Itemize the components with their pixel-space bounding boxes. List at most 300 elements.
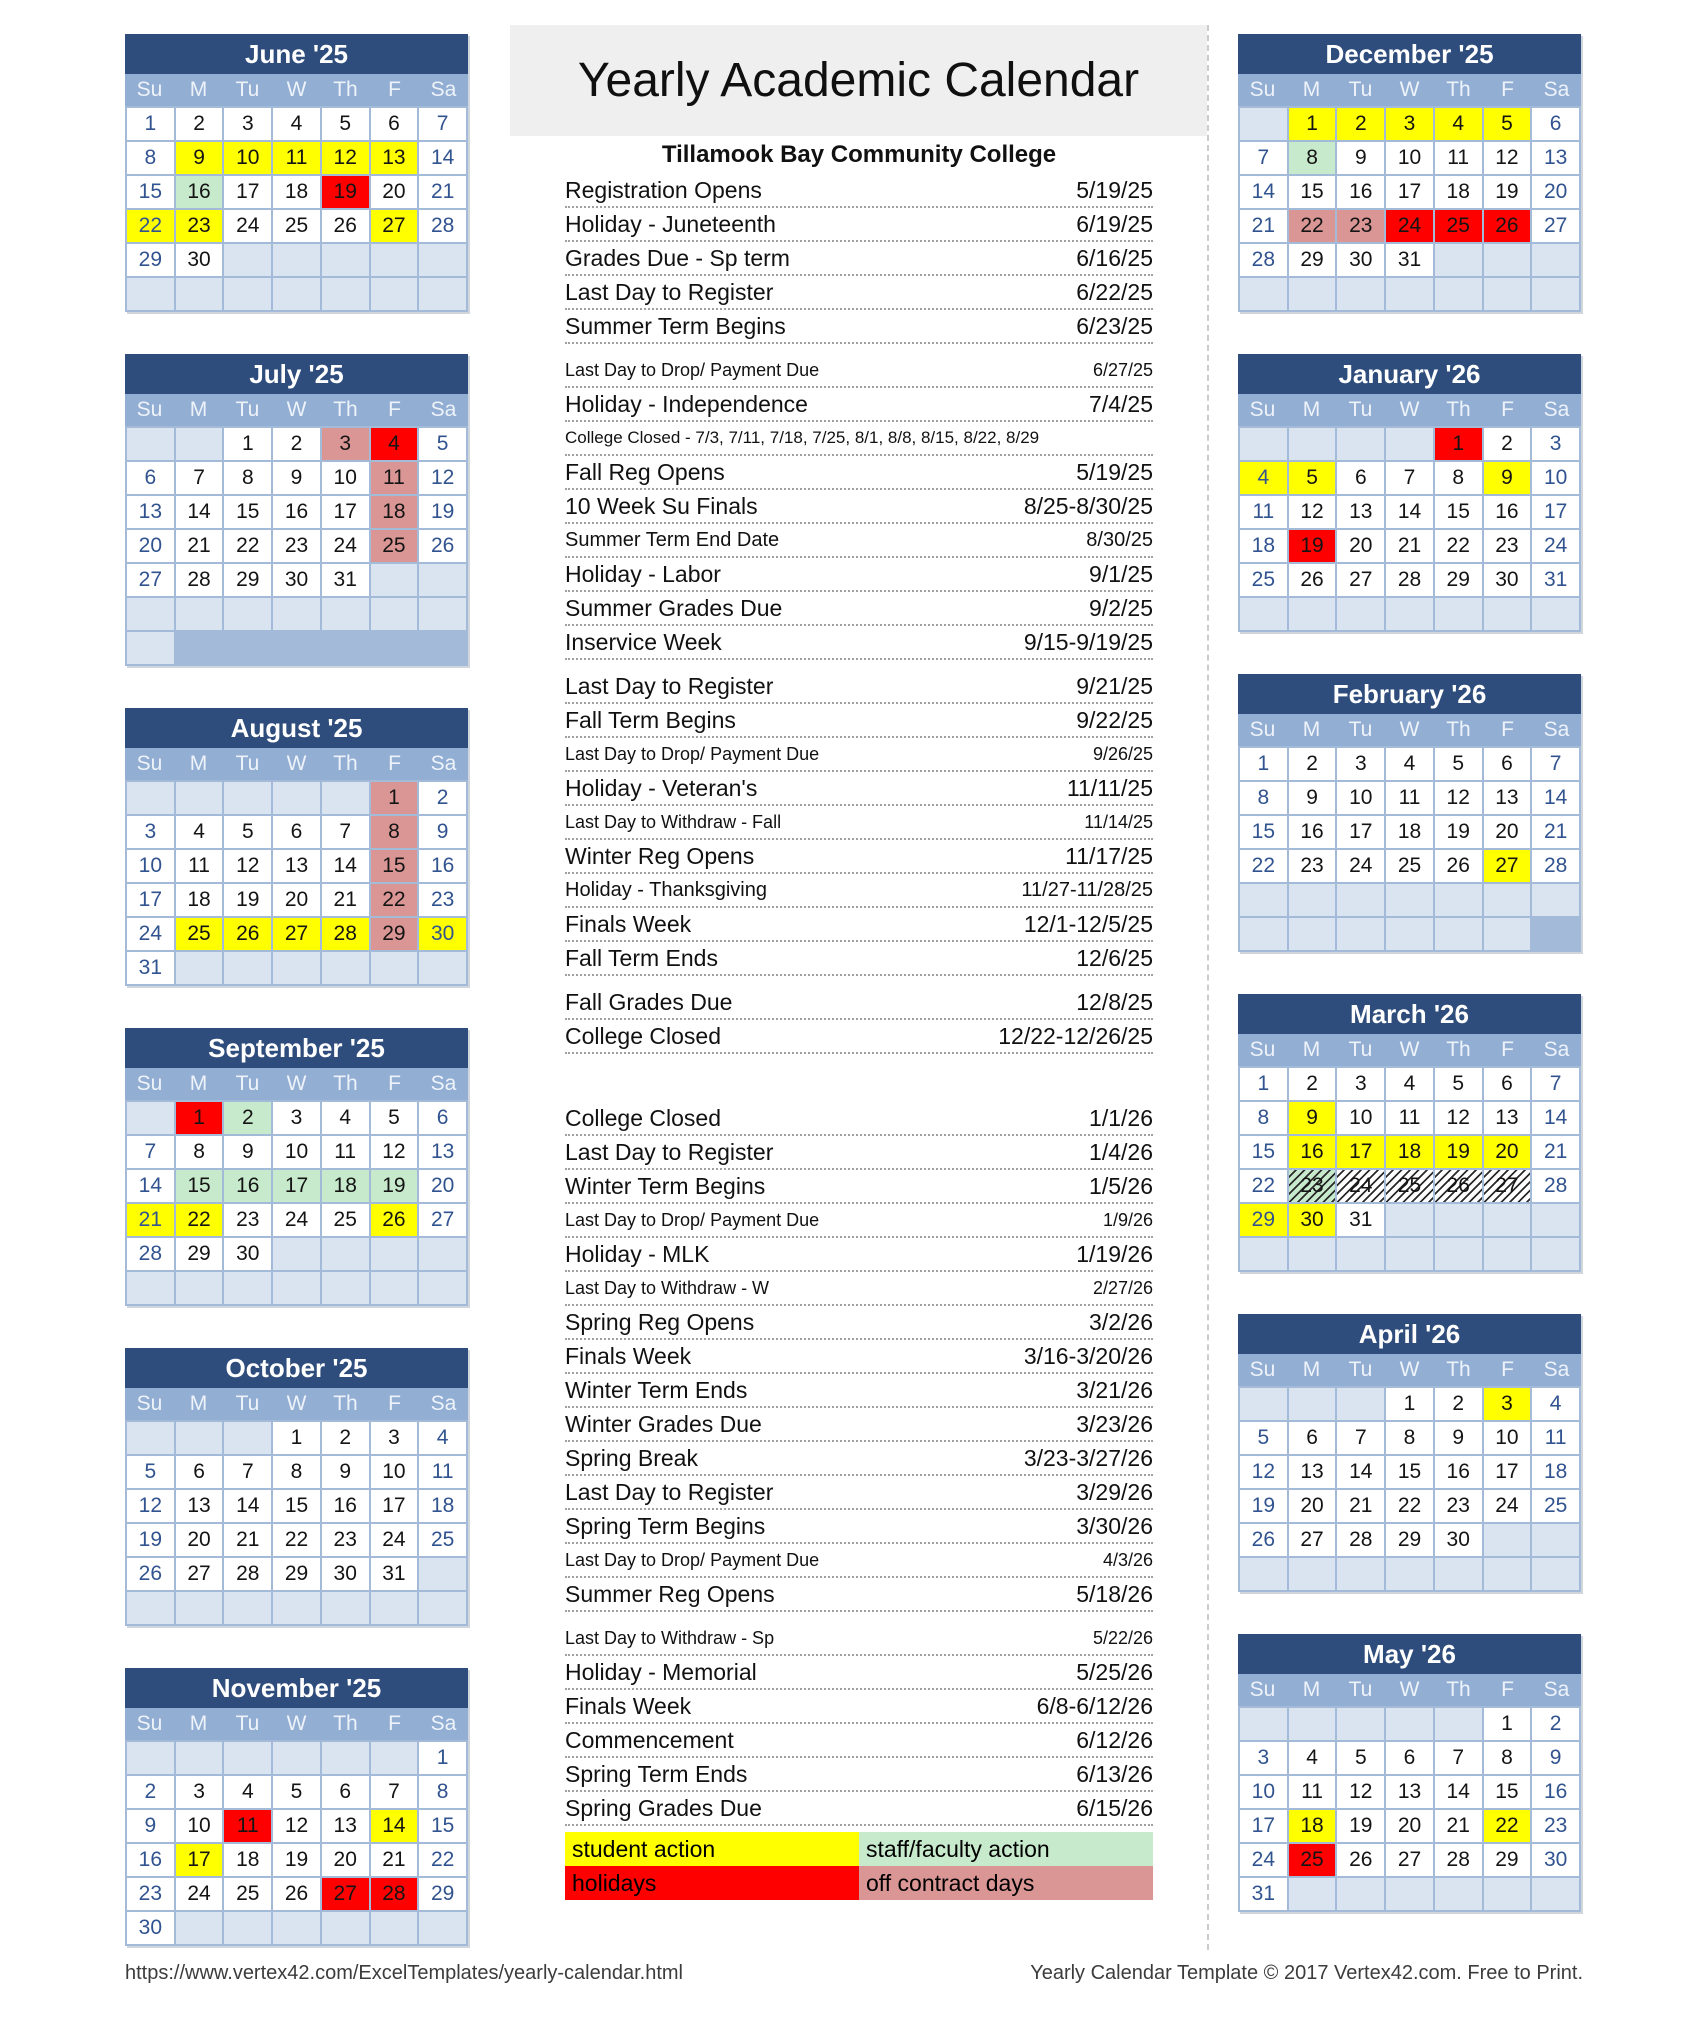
empty-cell — [176, 1592, 223, 1624]
day-cell: 31 — [322, 564, 369, 596]
month-title: February '26 — [1238, 674, 1581, 714]
day-cell: 2 — [1484, 428, 1531, 460]
day-cell: 29 — [1484, 1844, 1531, 1876]
month-grid — [1238, 106, 1581, 312]
day-cell: 9 — [1337, 142, 1384, 174]
empty-cell — [127, 1102, 174, 1134]
weekday-header-row — [125, 1388, 468, 1420]
weekday-header-row — [125, 394, 468, 426]
college-name: Tillamook Bay Community College — [661, 141, 1057, 168]
dow-label: Sa — [430, 1072, 457, 1095]
day-cell: 18 — [322, 1170, 369, 1202]
day-cell: 5 — [1240, 1422, 1287, 1454]
legend-item: off contract days — [859, 1866, 1153, 1900]
day-cell: 29 — [1289, 244, 1336, 276]
empty-cell — [176, 598, 223, 630]
event-row — [565, 524, 1153, 558]
month-grid — [125, 780, 468, 986]
day-cell: 15 — [1484, 1776, 1531, 1808]
month-calendar — [125, 1028, 468, 1306]
day-cell: 20 — [127, 530, 174, 562]
day-cell: 4 — [224, 1776, 271, 1808]
day-cell: 2 — [1435, 1388, 1482, 1420]
day-cell: 14 — [1386, 496, 1433, 528]
empty-cell — [1337, 1708, 1384, 1740]
day-cell: 23 — [273, 530, 320, 562]
dow-label: W — [1399, 1678, 1420, 1701]
day-cell: 24 — [1337, 850, 1384, 882]
dow-label: Th — [333, 1392, 358, 1415]
empty-cell — [1337, 428, 1384, 460]
day-cell: 13 — [1532, 142, 1579, 174]
day-cell: 6 — [1484, 748, 1531, 780]
empty-cell — [1240, 108, 1287, 140]
day-cell: 5 — [1435, 748, 1482, 780]
dow-label: W — [286, 1712, 307, 1735]
empty-cell — [1484, 1204, 1531, 1236]
day-cell: 10 — [1386, 142, 1433, 174]
event-date: 9/21/25 — [1076, 672, 1153, 699]
empty-cell — [1386, 278, 1433, 310]
weekday-header-row — [1238, 1674, 1581, 1706]
day-cell: 25 — [419, 1524, 466, 1556]
dow-label: M — [1302, 1038, 1321, 1061]
day-cell: 4 — [1386, 748, 1433, 780]
day-cell: 28 — [322, 918, 369, 950]
day-cell: 11 — [1289, 1776, 1336, 1808]
day-cell: 23 — [127, 1878, 174, 1910]
day-cell: 25 — [1386, 850, 1433, 882]
empty-cell — [1386, 1878, 1433, 1910]
day-cell: 27 — [127, 564, 174, 596]
event-label: Last Day to Register — [565, 1478, 774, 1505]
day-cell: 9 — [1484, 462, 1531, 494]
month-calendar — [1238, 34, 1581, 312]
month-grid — [125, 1100, 468, 1306]
empty-cell — [1289, 428, 1336, 460]
event-date: 9/26/25 — [1092, 743, 1153, 764]
day-cell: 10 — [1240, 1776, 1287, 1808]
day-cell: 16 — [1435, 1456, 1482, 1488]
day-cell: 3 — [176, 1776, 223, 1808]
dow-label: Tu — [1348, 1038, 1373, 1061]
dow-label: Sa — [430, 752, 457, 775]
dow-label: Th — [1446, 78, 1471, 101]
event-date: 12/1-12/5/25 — [1023, 910, 1153, 937]
empty-cell — [127, 598, 174, 630]
day-cell: 19 — [1240, 1490, 1287, 1522]
day-cell: 1 — [1484, 1708, 1531, 1740]
dow-label: Su — [1249, 398, 1276, 421]
day-cell: 30 — [1289, 1204, 1336, 1236]
day-cell: 28 — [371, 1878, 418, 1910]
dow-label: Tu — [235, 398, 260, 421]
day-cell: 23 — [1484, 530, 1531, 562]
event-row — [565, 1792, 1153, 1826]
day-cell: 21 — [1532, 1136, 1579, 1168]
day-cell: 11 — [1240, 496, 1287, 528]
day-cell: 25 — [322, 1204, 369, 1236]
day-cell: 15 — [371, 850, 418, 882]
empty-cell — [1240, 1388, 1287, 1420]
day-cell: 14 — [1337, 1456, 1384, 1488]
day-cell: 16 — [1289, 1136, 1336, 1168]
empty-cell — [176, 1742, 223, 1774]
event-row — [565, 670, 1153, 704]
day-cell: 19 — [1337, 1810, 1384, 1842]
event-row — [565, 1340, 1153, 1374]
empty-cell — [1337, 1878, 1384, 1910]
event-label: Winter Grades Due — [565, 1410, 762, 1437]
day-cell: 20 — [1337, 530, 1384, 562]
day-cell: 25 — [1240, 564, 1287, 596]
event-label: Holiday - Memorial — [565, 1658, 757, 1685]
day-cell: 12 — [322, 142, 369, 174]
empty-cell — [371, 564, 418, 596]
day-cell: 31 — [1532, 564, 1579, 596]
day-cell: 9 — [176, 142, 223, 174]
event-list — [565, 174, 1153, 1900]
dow-label: W — [1399, 78, 1420, 101]
day-cell: 27 — [371, 210, 418, 242]
empty-cell — [224, 244, 271, 276]
day-cell: 22 — [273, 1524, 320, 1556]
event-row — [565, 208, 1153, 242]
day-cell: 30 — [224, 1238, 271, 1270]
day-cell: 5 — [371, 1102, 418, 1134]
day-cell: 3 — [273, 1102, 320, 1134]
day-cell: 12 — [1289, 496, 1336, 528]
empty-cell — [1532, 1238, 1579, 1270]
empty-cell — [1532, 1524, 1579, 1556]
day-cell: 3 — [1484, 1388, 1531, 1420]
day-cell: 4 — [1435, 108, 1482, 140]
day-cell: 26 — [419, 530, 466, 562]
dow-label: Tu — [1348, 398, 1373, 421]
day-cell: 18 — [224, 1844, 271, 1876]
event-date: 5/25/26 — [1076, 1658, 1153, 1685]
empty-cell — [1532, 1878, 1579, 1910]
day-cell: 10 — [322, 462, 369, 494]
day-cell: 30 — [1435, 1524, 1482, 1556]
event-label: Last Day to Register — [565, 1138, 774, 1165]
event-date: 2/27/26 — [1092, 1277, 1153, 1298]
empty-cell — [1435, 278, 1482, 310]
event-date: 5/22/26 — [1092, 1627, 1153, 1648]
day-cell: 12 — [1240, 1456, 1287, 1488]
legend-item: staff/faculty action — [859, 1832, 1153, 1866]
day-cell: 25 — [273, 210, 320, 242]
event-row — [565, 626, 1153, 660]
day-cell: 12 — [1435, 1102, 1482, 1134]
event-label: 10 Week Su Finals — [565, 492, 758, 519]
event-date: 9/22/25 — [1076, 706, 1153, 733]
event-row — [565, 704, 1153, 738]
event-row — [565, 1622, 1153, 1656]
month-calendar — [125, 1348, 468, 1626]
day-cell: 1 — [1240, 1068, 1287, 1100]
day-cell: 5 — [224, 816, 271, 848]
day-cell: 3 — [1240, 1742, 1287, 1774]
day-cell: 10 — [176, 1810, 223, 1842]
event-label: Last Day to Withdraw - W — [565, 1277, 770, 1298]
dow-label: Tu — [235, 1072, 260, 1095]
day-cell: 6 — [322, 1776, 369, 1808]
dow-label: M — [1302, 398, 1321, 421]
event-label: Summer Term End Date — [565, 528, 780, 551]
empty-cell — [273, 1912, 320, 1944]
dow-label: M — [189, 1392, 208, 1415]
month-title: July '25 — [125, 354, 468, 394]
event-label: Summer Grades Due — [565, 594, 783, 621]
empty-cell — [371, 1742, 418, 1774]
empty-cell — [419, 952, 466, 984]
day-cell: 15 — [224, 496, 271, 528]
day-cell: 21 — [1240, 210, 1287, 242]
day-cell: 14 — [224, 1490, 271, 1522]
dow-label: W — [286, 752, 307, 775]
empty-cell — [1289, 884, 1336, 916]
empty-cell — [1240, 598, 1287, 630]
empty-cell — [273, 1272, 320, 1304]
day-cell: 2 — [1532, 1708, 1579, 1740]
day-cell: 17 — [224, 176, 271, 208]
day-cell: 15 — [127, 176, 174, 208]
event-row — [565, 388, 1153, 422]
event-label: Holiday - Independence — [565, 390, 808, 417]
event-label: Registration Opens — [565, 176, 762, 203]
month-calendar — [1238, 994, 1581, 1272]
legend-item: student action — [565, 1832, 859, 1866]
event-row — [565, 456, 1153, 490]
footer-credit: Yearly Calendar Template © 2017 Vertex42.com. Free to Print. — [1030, 1962, 1583, 1984]
event-row — [565, 1408, 1153, 1442]
day-cell: 26 — [1435, 850, 1482, 882]
event-date: 3/23-3/27/26 — [1023, 1444, 1153, 1471]
event-date: 1/9/26 — [1102, 1209, 1153, 1230]
dow-label: F — [388, 1392, 401, 1415]
day-cell: 18 — [273, 176, 320, 208]
empty-cell — [1484, 1524, 1531, 1556]
day-cell: 30 — [1337, 244, 1384, 276]
dow-label: Tu — [1348, 78, 1373, 101]
day-cell: 8 — [1289, 142, 1336, 174]
day-cell: 19 — [322, 176, 369, 208]
month-title: June '25 — [125, 34, 468, 74]
event-label: Last Day to Withdraw - Sp — [565, 1627, 775, 1648]
day-cell: 26 — [127, 1558, 174, 1590]
month-title: May '26 — [1238, 1634, 1581, 1674]
event-label: Fall Term Ends — [565, 944, 718, 971]
day-cell: 4 — [273, 108, 320, 140]
day-cell: 27 — [1484, 850, 1531, 882]
day-cell: 6 — [127, 462, 174, 494]
event-row — [565, 908, 1153, 942]
event-date: 1/1/26 — [1089, 1104, 1153, 1131]
empty-cell — [273, 244, 320, 276]
day-cell: 14 — [322, 850, 369, 882]
event-label: Last Day to Drop/ Payment Due — [565, 1549, 820, 1570]
dow-label: Th — [1446, 398, 1471, 421]
day-cell: 12 — [1435, 782, 1482, 814]
event-label: Last Day to Drop/ Payment Due — [565, 359, 820, 380]
empty-cell — [1386, 428, 1433, 460]
day-cell: 30 — [127, 1912, 174, 1944]
empty-cell — [1386, 1708, 1433, 1740]
dow-label: M — [189, 398, 208, 421]
footer-url-link[interactable]: https://www.vertex42.com/ExcelTemplates/yearly-calendar.html — [125, 1962, 683, 1984]
event-row — [565, 1758, 1153, 1792]
day-cell: 15 — [1289, 176, 1336, 208]
event-row — [565, 276, 1153, 310]
empty-cell — [1337, 1388, 1384, 1420]
dow-label: Tu — [235, 752, 260, 775]
day-cell: 28 — [176, 564, 223, 596]
day-cell: 25 — [1532, 1490, 1579, 1522]
empty-cell — [1484, 278, 1531, 310]
empty-cell — [1386, 1558, 1433, 1590]
day-cell: 30 — [273, 564, 320, 596]
event-date: 7/4/25 — [1089, 390, 1153, 417]
day-cell: 7 — [1435, 1742, 1482, 1774]
empty-cell — [273, 1238, 320, 1270]
day-cell: 23 — [419, 884, 466, 916]
empty-cell — [273, 1592, 320, 1624]
event-label: Spring Reg Opens — [565, 1308, 755, 1335]
day-cell: 11 — [224, 1810, 271, 1842]
day-cell: 12 — [127, 1490, 174, 1522]
day-cell: 11 — [1532, 1422, 1579, 1454]
dow-label: W — [286, 1072, 307, 1095]
empty-cell — [322, 1238, 369, 1270]
day-cell: 22 — [127, 210, 174, 242]
day-cell: 9 — [1289, 782, 1336, 814]
empty-cell — [1435, 1558, 1482, 1590]
month-title: August '25 — [125, 708, 468, 748]
event-label: Spring Grades Due — [565, 1794, 762, 1821]
day-cell: 28 — [127, 1238, 174, 1270]
day-cell: 6 — [1337, 462, 1384, 494]
dow-label: Th — [333, 1712, 358, 1735]
dow-label: F — [1501, 398, 1514, 421]
event-date: 3/21/26 — [1076, 1376, 1153, 1403]
event-date: 4/3/26 — [1102, 1549, 1153, 1570]
day-cell: 5 — [419, 428, 466, 460]
day-cell: 28 — [1532, 1170, 1579, 1202]
dow-label: Th — [1446, 1358, 1471, 1381]
day-cell: 1 — [224, 428, 271, 460]
day-cell: 27 — [1386, 1844, 1433, 1876]
empty-cell — [1386, 1204, 1433, 1236]
dow-label: Sa — [1543, 718, 1570, 741]
empty-cell — [127, 278, 174, 310]
day-cell: 10 — [1532, 462, 1579, 494]
day-cell: 7 — [1532, 1068, 1579, 1100]
day-cell: 14 — [1240, 176, 1287, 208]
day-cell: 30 — [176, 244, 223, 276]
day-cell: 18 — [1240, 530, 1287, 562]
day-cell: 10 — [1337, 1102, 1384, 1134]
event-date: 12/6/25 — [1076, 944, 1153, 971]
day-cell: 1 — [371, 782, 418, 814]
day-cell: 20 — [419, 1170, 466, 1202]
day-cell: 27 — [1532, 210, 1579, 242]
day-cell: 29 — [1435, 564, 1482, 596]
month-title: September '25 — [125, 1028, 468, 1068]
dow-label: Th — [333, 1072, 358, 1095]
day-cell: 11 — [322, 1136, 369, 1168]
day-cell: 11 — [371, 462, 418, 494]
day-cell: 3 — [1386, 108, 1433, 140]
day-cell: 5 — [1484, 108, 1531, 140]
day-cell: 3 — [1532, 428, 1579, 460]
day-cell: 20 — [176, 1524, 223, 1556]
empty-cell — [224, 1272, 271, 1304]
day-cell: 21 — [1337, 1490, 1384, 1522]
empty-cell — [322, 1912, 369, 1944]
day-cell: 31 — [1337, 1204, 1384, 1236]
empty-cell — [127, 782, 174, 814]
dow-label: F — [1501, 1358, 1514, 1381]
empty-cell — [371, 278, 418, 310]
empty-cell — [1337, 884, 1384, 916]
event-date: 6/19/25 — [1076, 210, 1153, 237]
day-cell: 7 — [322, 816, 369, 848]
day-cell: 12 — [1337, 1776, 1384, 1808]
day-cell: 11 — [176, 850, 223, 882]
month-grid — [125, 426, 468, 666]
day-cell: 4 — [322, 1102, 369, 1134]
empty-cell — [322, 1592, 369, 1624]
event-row — [565, 1476, 1153, 1510]
month-grid — [1238, 426, 1581, 632]
day-cell: 26 — [1435, 1170, 1482, 1202]
day-cell: 3 — [127, 816, 174, 848]
month-calendar — [1238, 674, 1581, 952]
day-cell: 1 — [176, 1102, 223, 1134]
event-row — [565, 840, 1153, 874]
day-cell: 22 — [419, 1844, 466, 1876]
day-cell: 19 — [224, 884, 271, 916]
day-cell: 8 — [176, 1136, 223, 1168]
event-row — [565, 806, 1153, 840]
day-cell: 12 — [273, 1810, 320, 1842]
month-calendar — [125, 354, 468, 666]
event-date: 6/27/25 — [1092, 359, 1153, 380]
event-label: Holiday - Veteran's — [565, 774, 758, 801]
event-date: 6/23/25 — [1076, 312, 1153, 339]
event-row — [565, 1656, 1153, 1690]
event-date: 1/19/26 — [1076, 1240, 1153, 1267]
day-cell: 17 — [322, 496, 369, 528]
dow-label: Sa — [430, 78, 457, 101]
day-cell: 6 — [1484, 1068, 1531, 1100]
empty-cell — [371, 598, 418, 630]
day-cell: 15 — [176, 1170, 223, 1202]
day-cell: 17 — [1386, 176, 1433, 208]
event-date: 5/18/26 — [1076, 1580, 1153, 1607]
empty-cell — [322, 244, 369, 276]
empty-cell — [176, 1912, 223, 1944]
day-cell: 8 — [1386, 1422, 1433, 1454]
month-grid — [125, 106, 468, 312]
empty-cell — [1435, 1708, 1482, 1740]
day-cell: 17 — [1337, 1136, 1384, 1168]
day-cell: 28 — [1337, 1524, 1384, 1556]
day-cell: 23 — [1337, 210, 1384, 242]
day-cell: 24 — [371, 1524, 418, 1556]
day-cell: 3 — [322, 428, 369, 460]
